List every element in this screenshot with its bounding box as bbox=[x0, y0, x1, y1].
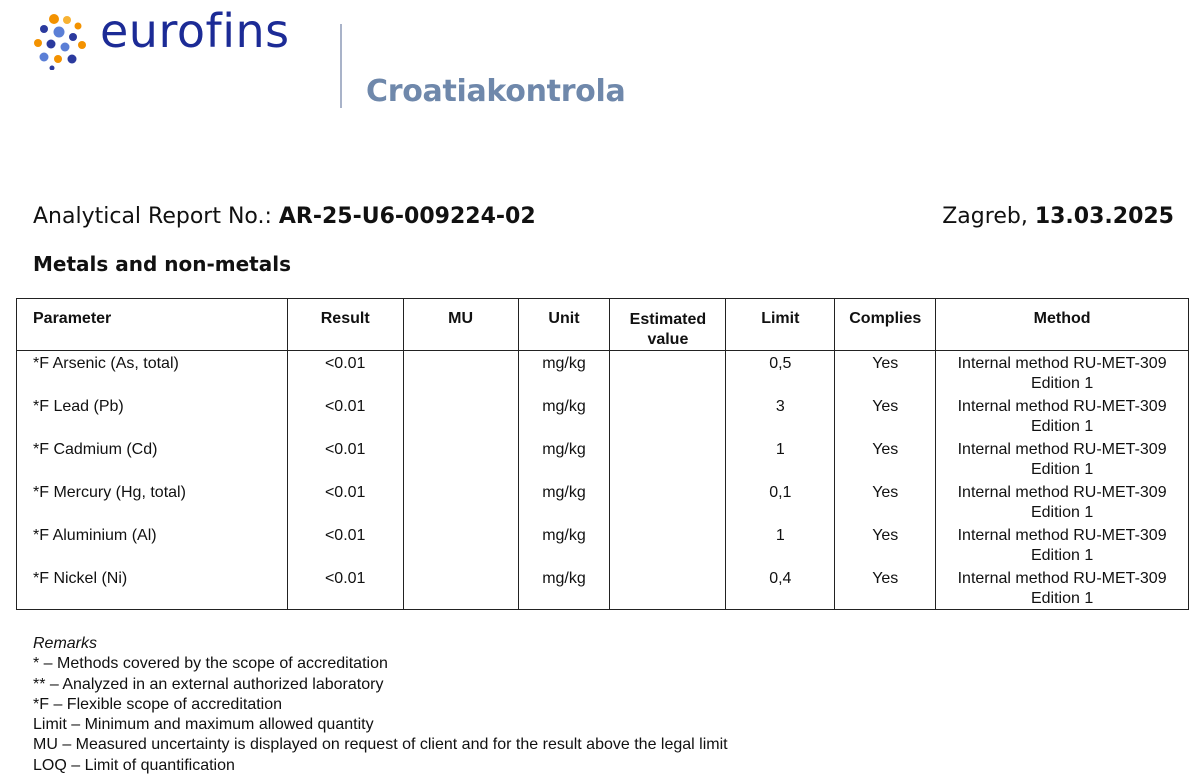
cell-estimated bbox=[610, 566, 726, 610]
eurofins-dots-logo-icon bbox=[32, 12, 90, 70]
remark-line: Limit – Minimum and maximum allowed quantity bbox=[33, 716, 374, 734]
cell-result: <0.01 bbox=[287, 437, 403, 480]
report-number-line bbox=[33, 204, 536, 229]
table-row bbox=[17, 523, 1189, 566]
cell-mu bbox=[403, 437, 518, 480]
remark-line: *F – Flexible scope of accreditation bbox=[33, 695, 283, 713]
method-edition: Edition 1 bbox=[1030, 590, 1094, 607]
cell-result: <0.01 bbox=[287, 566, 403, 610]
cell-complies: Yes bbox=[835, 523, 936, 566]
table-row bbox=[17, 351, 1189, 395]
header-estimated-value bbox=[610, 299, 726, 351]
cell-method bbox=[936, 437, 1189, 480]
cell-limit: 3 bbox=[726, 394, 835, 437]
cell-unit: mg/kg bbox=[518, 394, 610, 437]
header-mu: MU bbox=[403, 299, 518, 351]
cell-complies: Yes bbox=[835, 437, 936, 480]
method-edition: Edition 1 bbox=[1030, 504, 1094, 521]
header-estimated-line2: value bbox=[647, 331, 689, 348]
header-method: Method bbox=[936, 299, 1189, 351]
cell-limit: 1 bbox=[726, 437, 835, 480]
cell-mu bbox=[403, 394, 518, 437]
method-edition: Edition 1 bbox=[1030, 461, 1094, 478]
cell-limit: 0,1 bbox=[726, 480, 835, 523]
cell-limit: 1 bbox=[726, 523, 835, 566]
cell-method bbox=[936, 566, 1189, 610]
report-date: 13.03.2025 bbox=[1034, 204, 1174, 229]
header-limit: Limit bbox=[726, 299, 835, 351]
method-name: Internal method RU-MET-309 bbox=[957, 398, 1167, 415]
header-unit: Unit bbox=[518, 299, 610, 351]
cell-result: <0.01 bbox=[287, 394, 403, 437]
report-number-label: Analytical Report No.: bbox=[33, 204, 279, 229]
brand-subsidiary: Croatiakontrola bbox=[366, 74, 626, 109]
remark-line: * – Methods covered by the scope of accreditation bbox=[33, 655, 388, 673]
remark-line: ** – Analyzed in an external authorized laboratory bbox=[33, 675, 384, 693]
cell-parameter: *F Arsenic (As, total) bbox=[17, 351, 288, 395]
header-complies: Complies bbox=[835, 299, 936, 351]
cell-parameter: *F Lead (Pb) bbox=[17, 394, 288, 437]
remarks-block bbox=[33, 634, 728, 776]
remarks-title: Remarks bbox=[33, 635, 98, 652]
table-row bbox=[17, 437, 1189, 480]
table-row bbox=[17, 480, 1189, 523]
cell-limit: 0,4 bbox=[726, 566, 835, 610]
header-parameter: Parameter bbox=[17, 299, 288, 351]
cell-mu bbox=[403, 480, 518, 523]
cell-unit: mg/kg bbox=[518, 351, 610, 395]
cell-mu bbox=[403, 566, 518, 610]
results-table bbox=[16, 298, 1189, 610]
cell-unit: mg/kg bbox=[518, 437, 610, 480]
cell-estimated bbox=[610, 351, 726, 395]
method-name: Internal method RU-MET-309 bbox=[957, 484, 1167, 501]
header-estimated-line1: Estimated bbox=[629, 311, 707, 328]
cell-estimated bbox=[610, 523, 726, 566]
cell-result: <0.01 bbox=[287, 523, 403, 566]
cell-complies: Yes bbox=[835, 480, 936, 523]
cell-parameter: *F Mercury (Hg, total) bbox=[17, 480, 288, 523]
cell-method bbox=[936, 394, 1189, 437]
table-row bbox=[17, 566, 1189, 610]
cell-mu bbox=[403, 351, 518, 395]
table-row bbox=[17, 394, 1189, 437]
cell-result: <0.01 bbox=[287, 351, 403, 395]
method-name: Internal method RU-MET-309 bbox=[957, 441, 1167, 458]
method-name: Internal method RU-MET-309 bbox=[957, 355, 1167, 372]
method-edition: Edition 1 bbox=[1030, 547, 1094, 564]
method-name: Internal method RU-MET-309 bbox=[957, 527, 1167, 544]
cell-complies: Yes bbox=[835, 351, 936, 395]
method-edition: Edition 1 bbox=[1030, 418, 1094, 435]
cell-estimated bbox=[610, 480, 726, 523]
cell-unit: mg/kg bbox=[518, 480, 610, 523]
cell-limit: 0,5 bbox=[726, 351, 835, 395]
cell-complies: Yes bbox=[835, 566, 936, 610]
cell-result: <0.01 bbox=[287, 480, 403, 523]
cell-method bbox=[936, 351, 1189, 395]
cell-unit: mg/kg bbox=[518, 523, 610, 566]
method-edition: Edition 1 bbox=[1030, 375, 1094, 392]
remark-line: LOQ – Limit of quantification bbox=[33, 756, 235, 774]
cell-parameter: *F Aluminium (Al) bbox=[17, 523, 288, 566]
report-number: AR-25-U6-009224-02 bbox=[278, 204, 536, 229]
brand-divider bbox=[340, 24, 342, 108]
brand-name: eurofins bbox=[100, 4, 290, 58]
cell-unit: mg/kg bbox=[518, 566, 610, 610]
method-name: Internal method RU-MET-309 bbox=[957, 570, 1167, 587]
remark-line: MU – Measured uncertainty is displayed on request of client and for the result above the legal limit bbox=[33, 736, 728, 754]
cell-mu bbox=[403, 523, 518, 566]
table-header-row bbox=[17, 299, 1189, 351]
cell-estimated bbox=[610, 394, 726, 437]
report-city: Zagreb, bbox=[942, 204, 1035, 229]
cell-method bbox=[936, 523, 1189, 566]
section-title: Metals and non-metals bbox=[33, 252, 291, 276]
cell-estimated bbox=[610, 437, 726, 480]
cell-method bbox=[936, 480, 1189, 523]
cell-parameter: *F Cadmium (Cd) bbox=[17, 437, 288, 480]
report-date-line bbox=[942, 204, 1174, 229]
cell-complies: Yes bbox=[835, 394, 936, 437]
cell-parameter: *F Nickel (Ni) bbox=[17, 566, 288, 610]
header-result: Result bbox=[287, 299, 403, 351]
